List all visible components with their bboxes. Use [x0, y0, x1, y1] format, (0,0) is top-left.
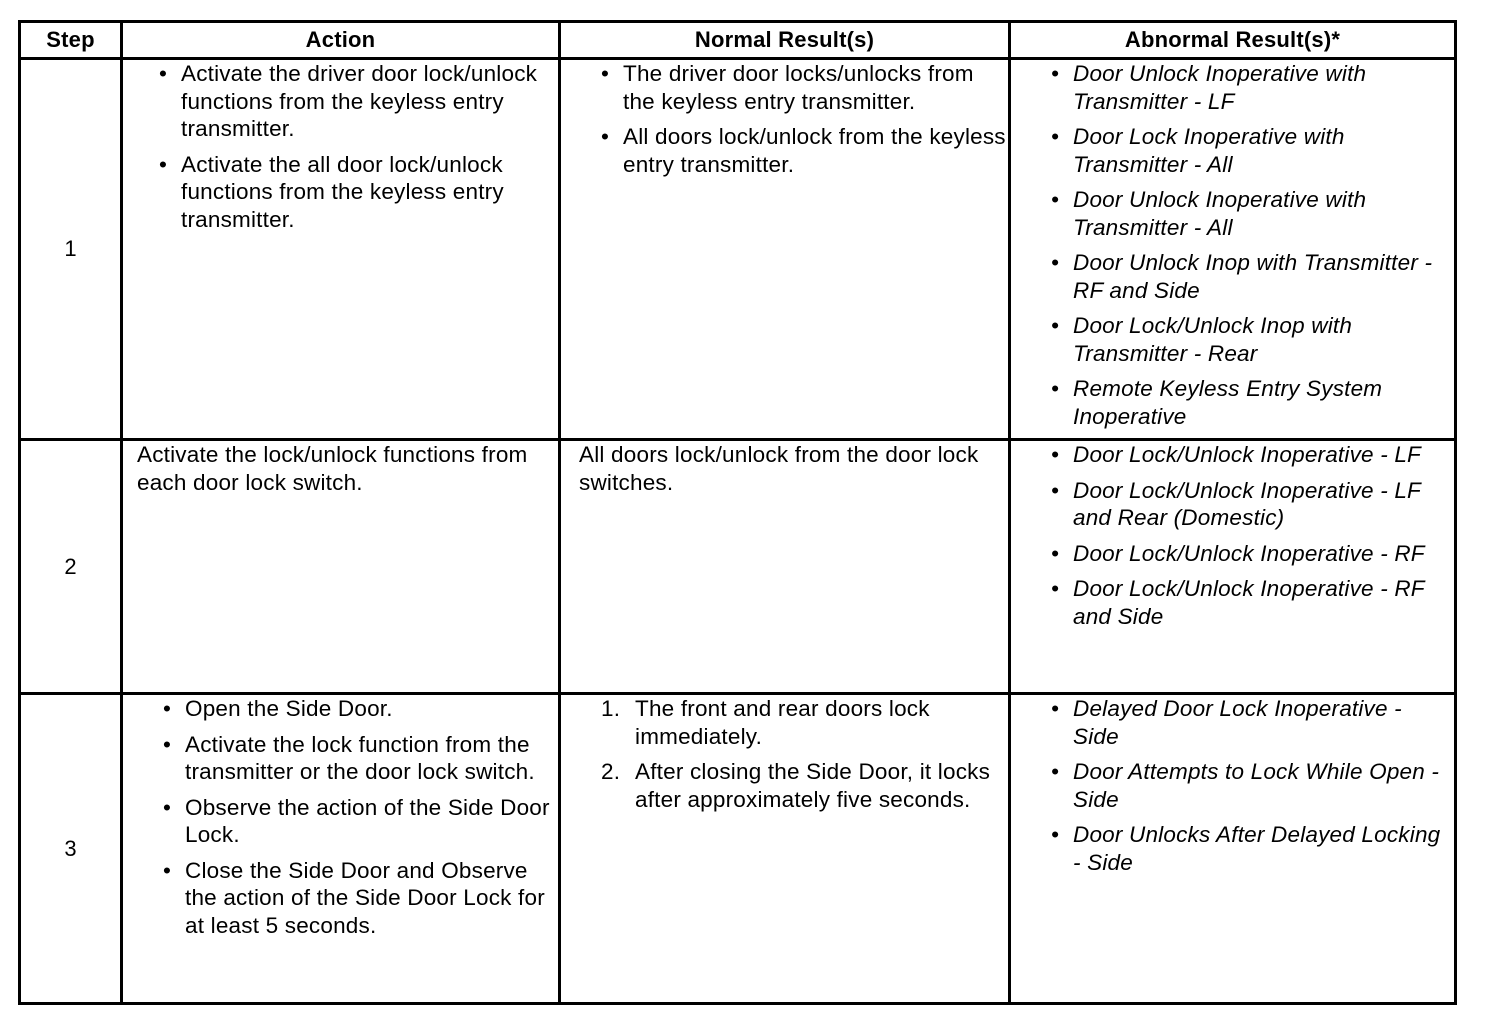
list-item: • The driver door locks/unlocks from the keyless entry transmitter. [561, 60, 1008, 115]
list-item: • Observe the action of the Side Door Lock. [123, 794, 558, 849]
list-item: • Door Lock/Unlock Inoperative - RF and Side [1011, 575, 1454, 630]
header-action: Action [122, 22, 560, 59]
list-item: • Door Attempts to Lock While Open - Side [1011, 758, 1454, 813]
abnormal-result-cell [1010, 59, 1456, 440]
list-item: • All doors lock/unlock from the keyless entry transmitter. [561, 123, 1008, 178]
list-item: • Activate the driver door lock/unlock functions from the keyless entry transmitter. [119, 60, 558, 143]
list-item: • Door Lock Inoperative with Transmitter - All [1011, 123, 1454, 178]
step-number: 2 [20, 440, 122, 694]
list-item: • Remote Keyless Entry System Inoperative [1011, 375, 1454, 430]
list-item: • Open the Side Door. [123, 695, 558, 723]
list-item: • Door Unlock Inoperative with Transmitter - All [1011, 186, 1454, 241]
action-cell [122, 440, 560, 694]
step-number: 1 [20, 59, 122, 440]
list-item: • Door Unlocks After Delayed Locking - Side [1011, 821, 1454, 876]
list-item: • Door Unlock Inop with Transmitter - RF and Side [1011, 249, 1454, 304]
list-item: • Door Lock/Unlock Inop with Transmitter - Rear [1011, 312, 1454, 367]
normal-result-cell [560, 59, 1010, 440]
list-item: • Activate the all door lock/unlock functions from the keyless entry transmitter. [119, 151, 558, 234]
action-cell [122, 59, 560, 440]
header-step: Step [20, 22, 122, 59]
normal-result-text: All doors lock/unlock from the door lock switches. [579, 442, 979, 495]
header-normal-results: Normal Result(s) [560, 22, 1010, 59]
action-cell [122, 694, 560, 1004]
header-abnormal-results: Abnormal Result(s)* [1010, 22, 1456, 59]
abnormal-result-cell [1010, 440, 1456, 694]
normal-result-cell [560, 440, 1010, 694]
list-number: 2. [601, 759, 621, 784]
normal-result-cell [560, 694, 1010, 1004]
list-item-text: The front and rear doors lock immediately. [635, 696, 930, 749]
table-row [20, 694, 1456, 1004]
step-number: 3 [20, 694, 122, 1004]
list-item: • Delayed Door Lock Inoperative - Side [1011, 695, 1454, 750]
abnormal-result-cell [1010, 694, 1456, 1004]
list-item: • Door Lock/Unlock Inoperative - LF and Rear (Domestic) [1011, 477, 1454, 532]
diagnostic-table [18, 20, 1457, 1005]
list-item-text: After closing the Side Door, it locks after approximately five seconds. [635, 759, 991, 812]
header-row [20, 22, 1456, 59]
list-item: • Close the Side Door and Observe the action of the Side Door Lock for at least 5 seconds. [123, 857, 558, 940]
list-item: • Activate the lock function from the transmitter or the door lock switch. [123, 731, 558, 786]
table-row [20, 59, 1456, 440]
list-item: • Door Unlock Inoperative with Transmitter - LF [1011, 60, 1454, 115]
list-number: 1. [601, 696, 621, 721]
table-row [20, 440, 1456, 694]
list-item: • Door Lock/Unlock Inoperative - RF [1011, 540, 1454, 568]
action-text: Activate the lock/unlock functions from each door lock switch. [137, 442, 528, 495]
list-item: • Door Lock/Unlock Inoperative - LF [1011, 441, 1454, 469]
list-item [561, 758, 1008, 813]
list-item [561, 695, 1008, 750]
